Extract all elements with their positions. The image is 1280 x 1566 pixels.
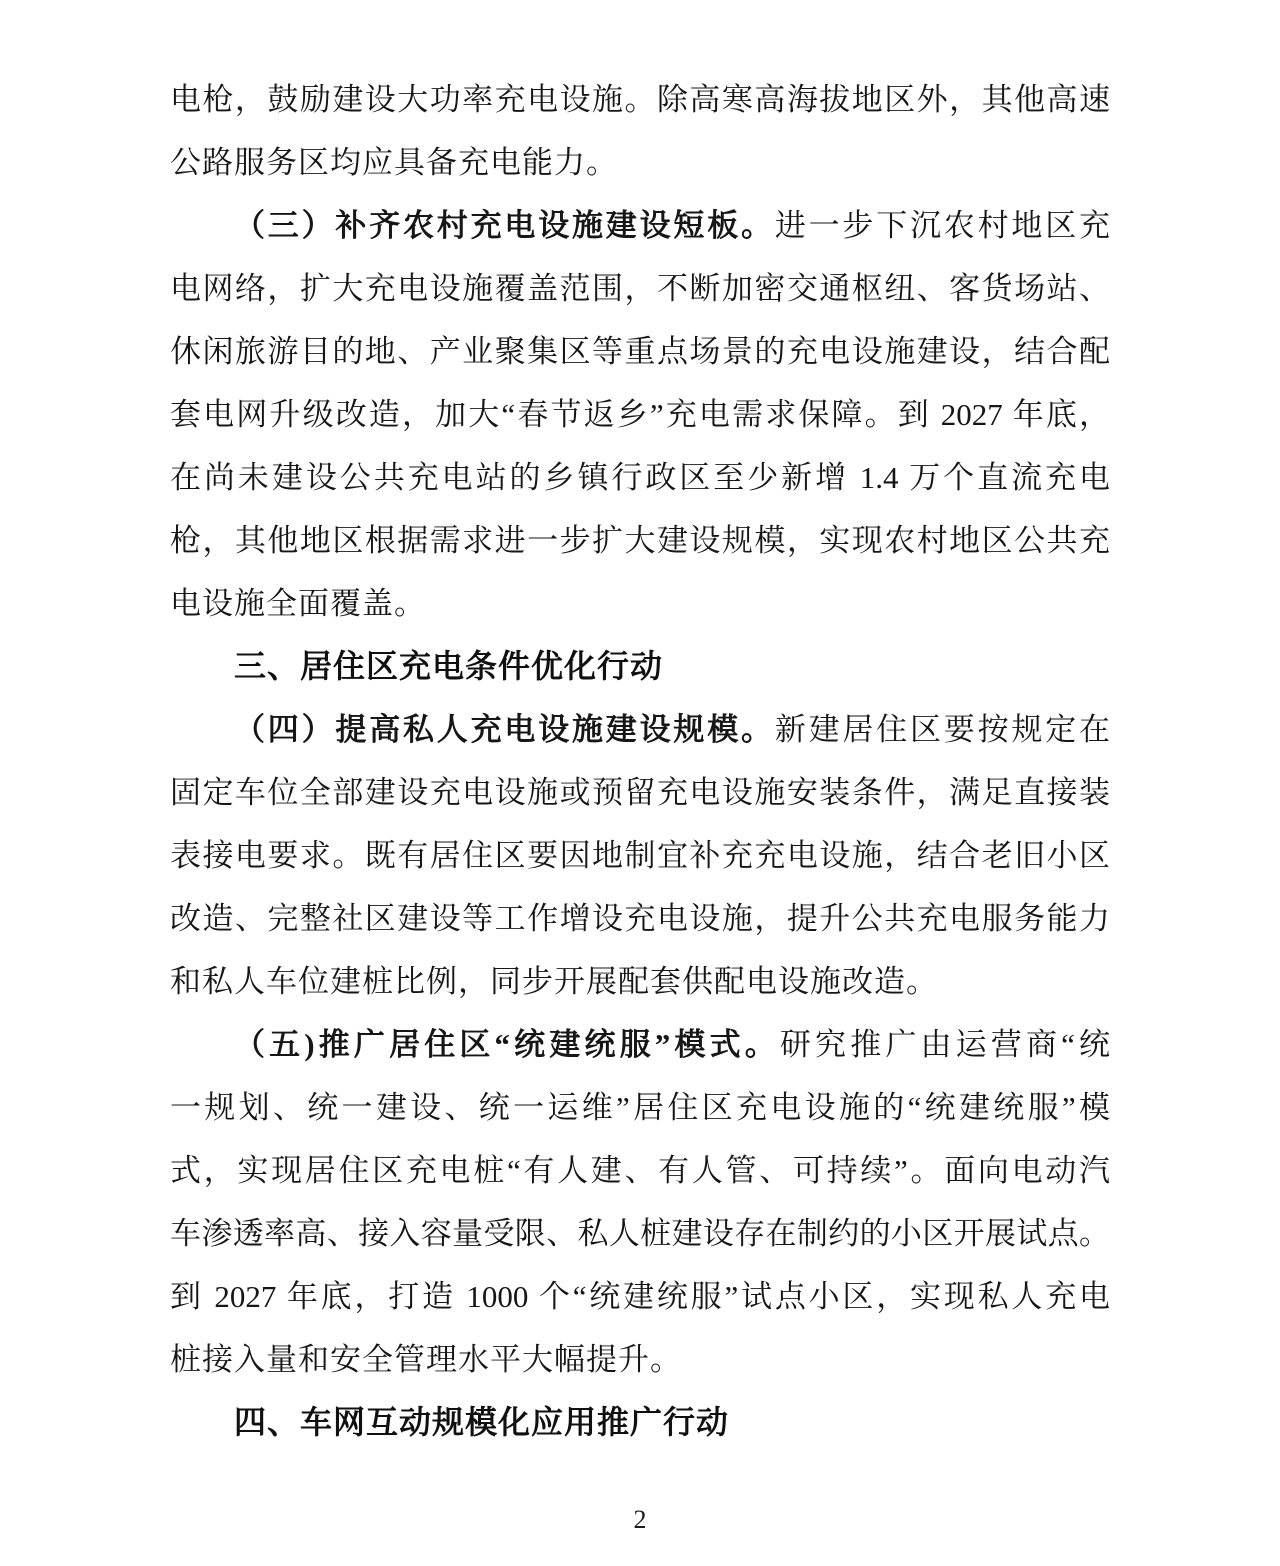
section-heading-vehicle-grid: 四、车网互动规模化应用推广行动 <box>234 1404 730 1440</box>
body-text-line: 公路服务区均应具备充电能力。 <box>170 145 618 180</box>
body-text-line: 电网络，扩大充电设施覆盖范围，不断加密交通枢纽、客货场站、 <box>170 271 1110 306</box>
body-text-line: 式，实现居住区充电桩“有人建、有人管、可持续”。面向电动汽 <box>170 1153 1110 1188</box>
body-text: 研究推广由运营商“统 <box>779 1027 1110 1062</box>
body-text-line: 表接电要求。既有居住区要因地制宜补充充电设施，结合老旧小区 <box>170 838 1110 873</box>
body-text: 进一步下沉农村地区充 <box>774 208 1110 243</box>
body-text-line: 枪，其他地区根据需求进一步扩大建设规模，实现农村地区公共充 <box>170 523 1110 558</box>
body-text-line <box>170 194 1110 257</box>
body-text-line: 桩接入量和安全管理水平大幅提升。 <box>170 1342 682 1377</box>
body-text-line: 套电网升级改造，加大“春节返乡”充电需求保障。到 2027 年底， <box>170 397 1110 432</box>
body-text-line: 休闲旅游目的地、产业聚集区等重点场景的充电设施建设，结合配 <box>170 334 1110 369</box>
section-heading-residential-charging: 三、居住区充电条件优化行动 <box>234 648 664 684</box>
body-text-line: 固定车位全部建设充电设施或预留充电设施安装条件，满足直接装 <box>170 775 1110 810</box>
body-text-line: 车渗透率高、接入容量受限、私人桩建设存在制约的小区开展试点。 <box>170 1216 1110 1251</box>
body-text: 新建居住区要按规定在 <box>774 712 1110 747</box>
body-text-line: 电设施全面覆盖。 <box>170 586 426 621</box>
document-body <box>170 68 1110 1454</box>
body-text-line <box>170 1013 1110 1076</box>
body-text-line: 在尚未建设公共充电站的乡镇行政区至少新增 1.4 万个直流充电 <box>170 460 1110 495</box>
clause-heading-3: （三）补齐农村充电设施建设短板。 <box>234 208 775 243</box>
clause-heading-4: （四）提高私人充电设施建设规模。 <box>234 712 775 747</box>
body-text-line: 电枪，鼓励建设大功率充电设施。除高寒高海拔地区外，其他高速 <box>170 82 1110 117</box>
clause-heading-5: （五)推广居住区“统建统服”模式。 <box>234 1027 780 1062</box>
body-text-line <box>170 698 1110 761</box>
body-text-line: 和私人车位建桩比例，同步开展配套供配电设施改造。 <box>170 964 938 999</box>
body-text-line: 改造、完整社区建设等工作增设充电设施，提升公共充电服务能力 <box>170 901 1110 936</box>
body-text-line: 一规划、统一建设、统一运维”居住区充电设施的“统建统服”模 <box>170 1090 1110 1125</box>
body-text-line: 到 2027 年底，打造 1000 个“统建统服”试点小区，实现私人充电 <box>170 1279 1110 1314</box>
page-number: 2 <box>633 1505 647 1534</box>
